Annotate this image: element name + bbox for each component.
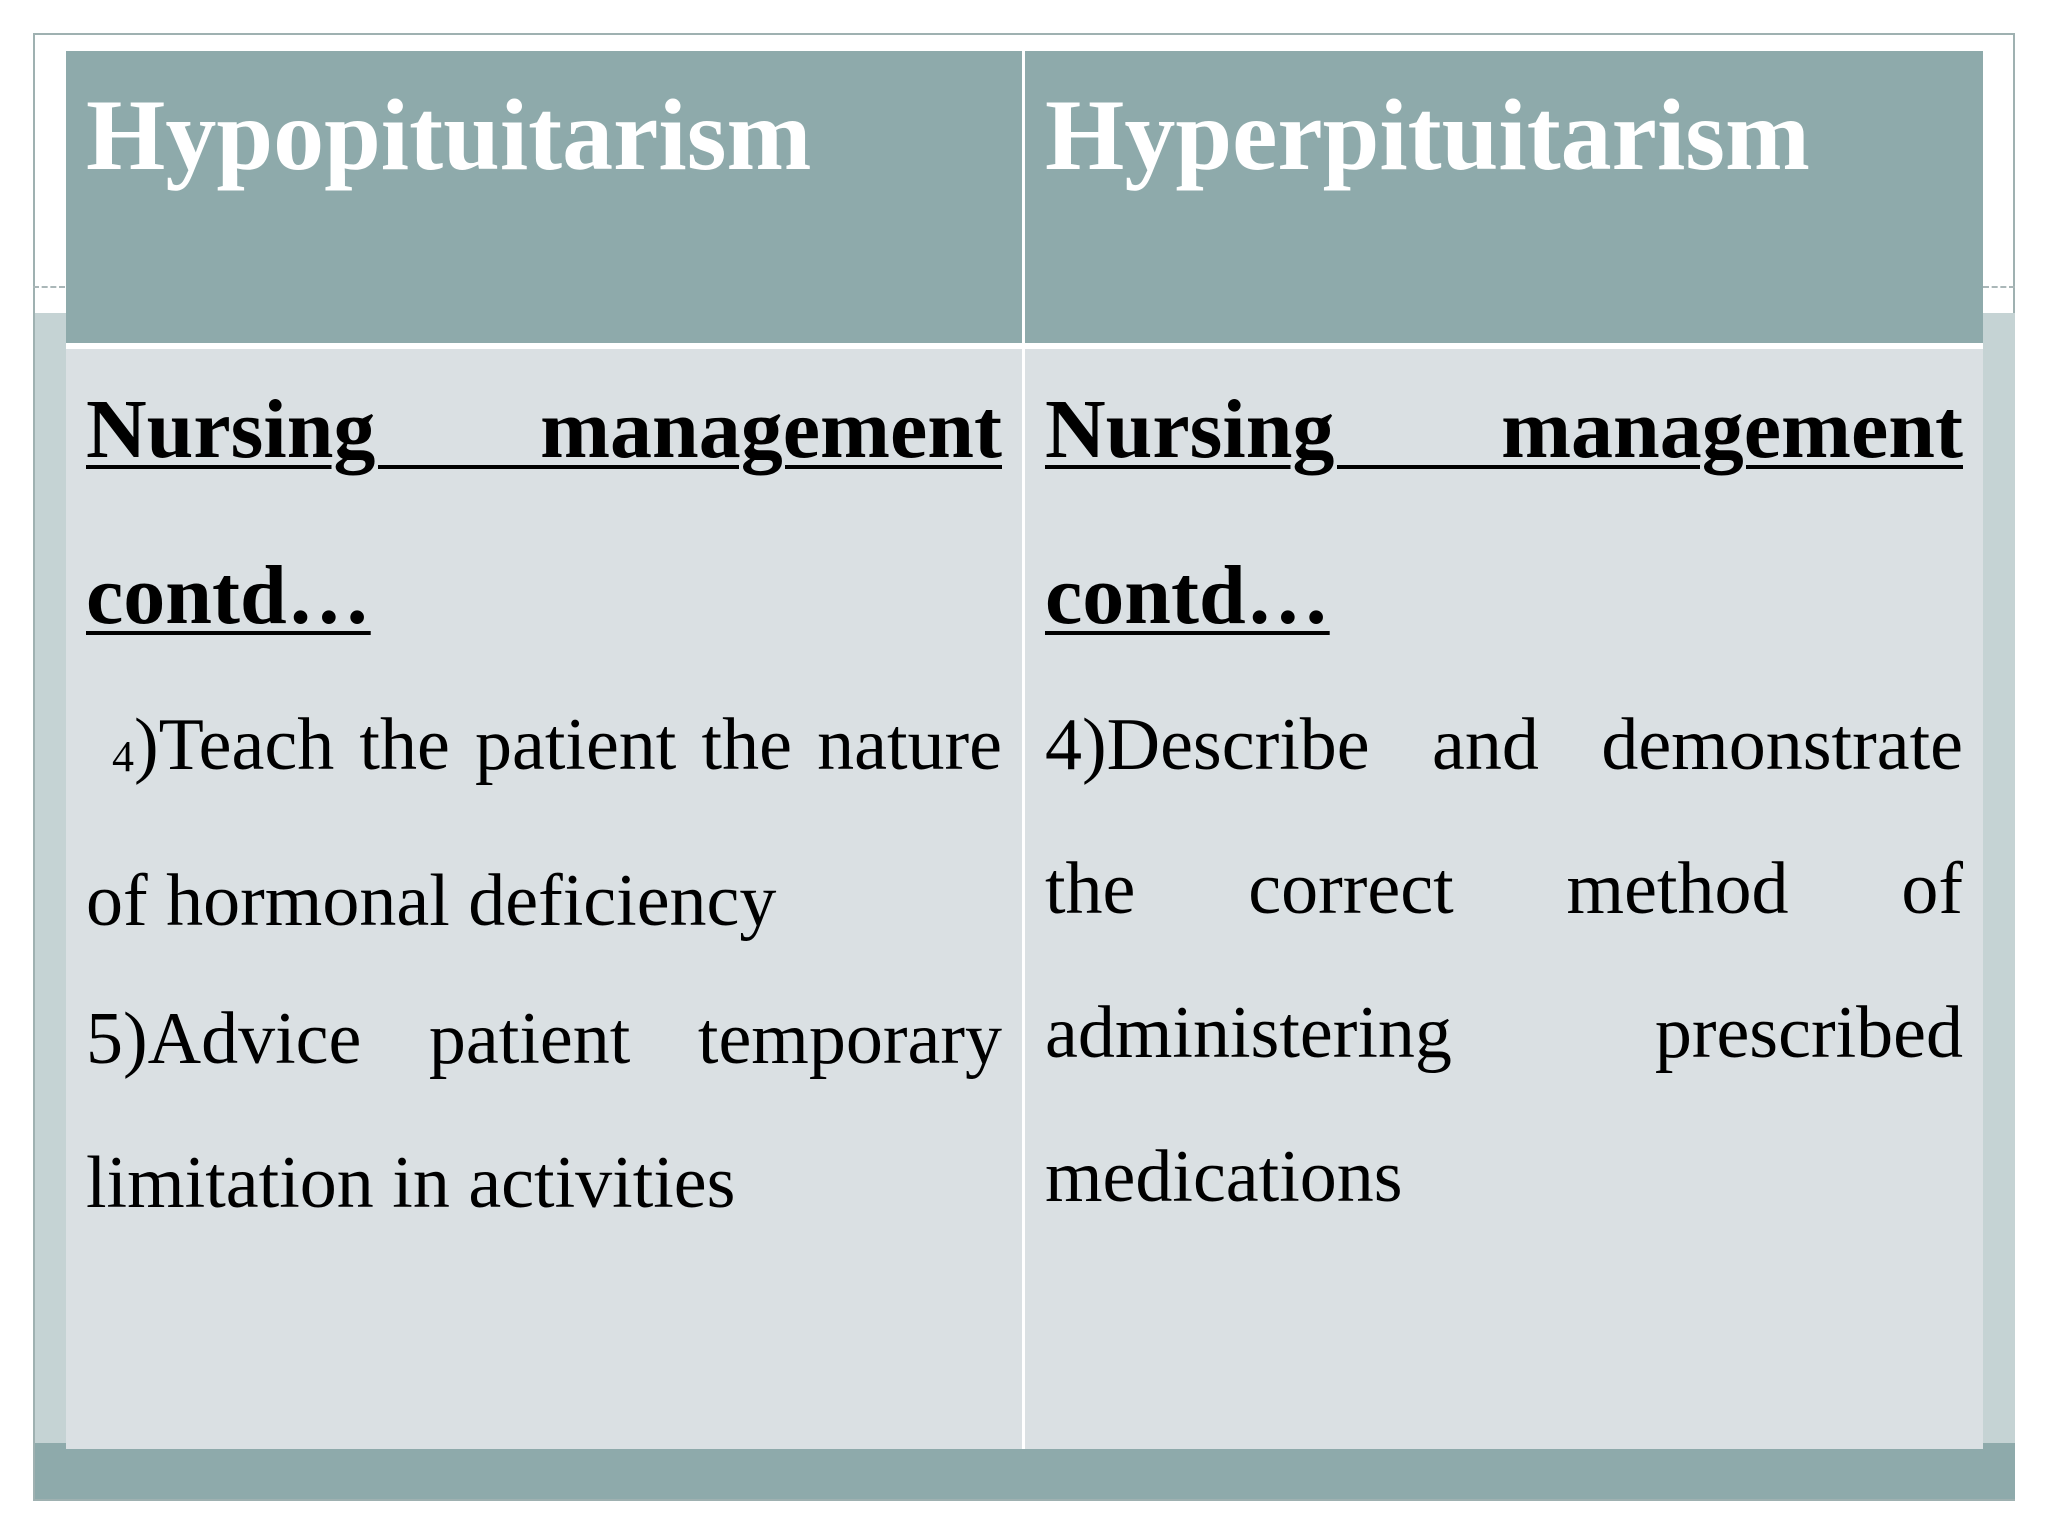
- item-4-number: 4: [112, 732, 134, 781]
- slide-footer-bar: [35, 1443, 2015, 1499]
- subheading-right: Nursing management contd…: [1045, 383, 1963, 642]
- item-4-text: )Teach the patient the nature of hormonal deficiency: [86, 704, 1002, 942]
- item-4-left: [86, 673, 1002, 973]
- dashed-guide-left: [33, 286, 65, 288]
- cell-hypopituitarism-management: [66, 343, 1025, 1449]
- header-hyperpituitarism: Hyperpituitarism: [1025, 51, 1983, 343]
- comparison-table: [66, 51, 1983, 1449]
- dashed-guide-right: [1983, 286, 2015, 288]
- cell-hyperpituitarism-management: [1025, 343, 1983, 1449]
- item-4-right: 4)Describe and demonstrate the correct method of administering prescribed medications: [1045, 704, 1963, 1218]
- item-5-left: 5)Advice patient temporary limitation in activities: [86, 998, 1002, 1224]
- subheading-left: Nursing management contd…: [86, 383, 1002, 642]
- header-hypopituitarism: Hypopituitarism: [66, 51, 1025, 343]
